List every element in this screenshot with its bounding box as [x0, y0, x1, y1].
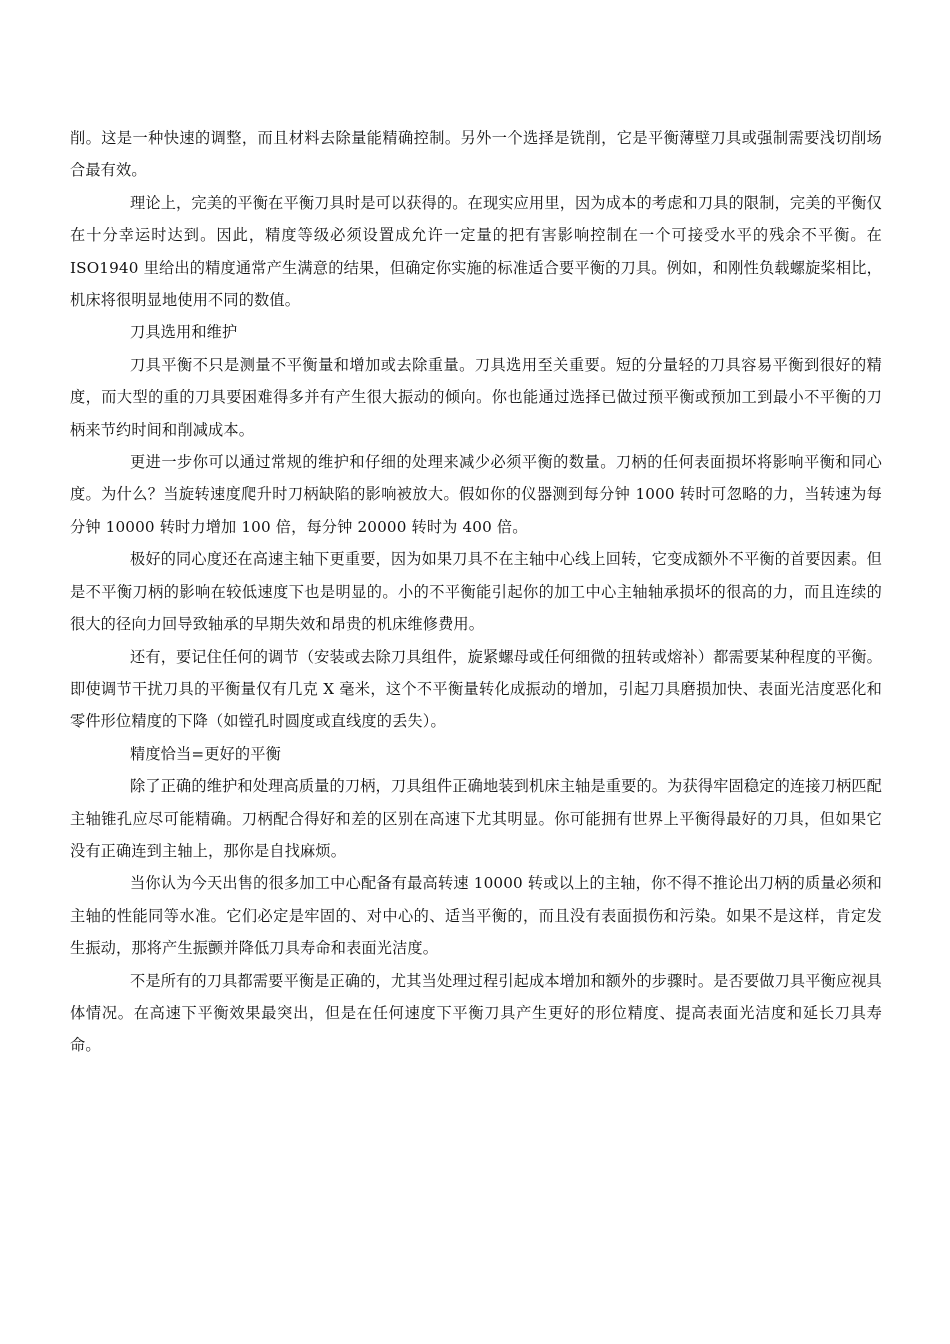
section-heading-precision: 精度恰当=更好的平衡 — [130, 744, 281, 763]
document-body — [70, 122, 882, 1062]
paragraph-spindle-fit: 除了正确的维护和处理高质量的刀柄，刀具组件正确地装到机床主轴是重要的。为获得牢固稳定的连接刀柄匹配主轴锥孔应尽可能精确。刀柄配合得好和差的区别在高速下尤其明显。你可能拥有世界上平衡得最好的刀具，但如果它没有正确连到主轴上，那你是自找麻烦。 — [70, 777, 882, 860]
paragraph-maintenance: 更进一步你可以通过常规的维护和仔细的处理来减少必须平衡的数量。刀柄的任何表面损坏将影响平衡和同心度。为什么？当旋转速度爬升时刀柄缺陷的影响被放大。假如你的仪器测到每分钟 1000 转时可忽略的力，当转速为每分钟 10000 转时力增加 100 倍，每分钟 20000 转时为 400 倍。 — [70, 453, 882, 536]
paragraph-conclusion: 不是所有的刀具都需要平衡是正确的，尤其当处理过程引起成本增加和额外的步骤时。是否要做刀具平衡应视具体情况。在高速下平衡效果最突出，但是在任何速度下平衡刀具产生更好的形位精度、提高表面光洁度和延长刀具寿命。 — [70, 971, 882, 1055]
section-heading-tool-selection: 刀具选用和维护 — [130, 323, 238, 342]
paragraph-concentricity: 极好的同心度还在高速主轴下更重要，因为如果刀具不在主轴中心线上回转，它变成额外不平衡的首要因素。但是不平衡刀柄的影响在较低速度下也是明显的。小的不平衡能引起你的加工中心主轴轴承损坏的很高的力，而且连续的很大的径向力回导致轴承的早期失效和昂贵的机床维修费用。 — [70, 550, 882, 634]
paragraph-adjustment: 还有，要记住任何的调节（安装或去除刀具组件，旋紧螺母或任何细微的扭转或熔补）都需要某种程度的平衡。即使调节干扰刀具的平衡量仅有几克 X 毫米，这个不平衡量转化成振动的增加，引起刀具磨损加快、表面光洁度恶化和零件形位精度的下降（如镗孔时圆度或直线度的丢失）。 — [70, 647, 882, 731]
paragraph-theory: 理论上，完美的平衡在平衡刀具时是可以获得的。在现实应用里，因为成本的考虑和刀具的限制，完美的平衡仅在十分幸运时达到。因此，精度等级必须设置成允许一定量的把有害影响控制在一个可接受水平的残余不平衡。在 ISO1940 里给出的精度通常产生满意的结果，但确定你实施的标准适合要平衡的刀具。例如，和刚性负载螺旋桨相比，机床将很明显地使用不同的数值。 — [70, 193, 882, 310]
paragraph-tool-balance: 刀具平衡不只是测量不平衡量和增加或去除重量。刀具选用至关重要。短的分量轻的刀具容易平衡到很好的精度，而大型的重的刀具要困难得多并有产生很大振动的倾向。你也能通过选择已做过预平衡或预加工到最小不平衡的刀柄来节约时间和削减成本。 — [70, 355, 882, 439]
paragraph-machining-centers: 当你认为今天出售的很多加工中心配备有最高转速 10000 转或以上的主轴，你不得不推论出刀柄的质量必须和主轴的性能同等水准。它们必定是牢固的、对中心的、适当平衡的，而且没有表面损伤和污染。如果不是这样，肯定发生振动，那将产生振颤并降低刀具寿命和表面光洁度。 — [70, 874, 882, 958]
paragraph-continuation: 削。这是一种快速的调整，而且材料去除量能精确控制。另外一个选择是铣削，它是平衡薄壁刀具或强制需要浅切削场合最有效。 — [70, 129, 882, 180]
